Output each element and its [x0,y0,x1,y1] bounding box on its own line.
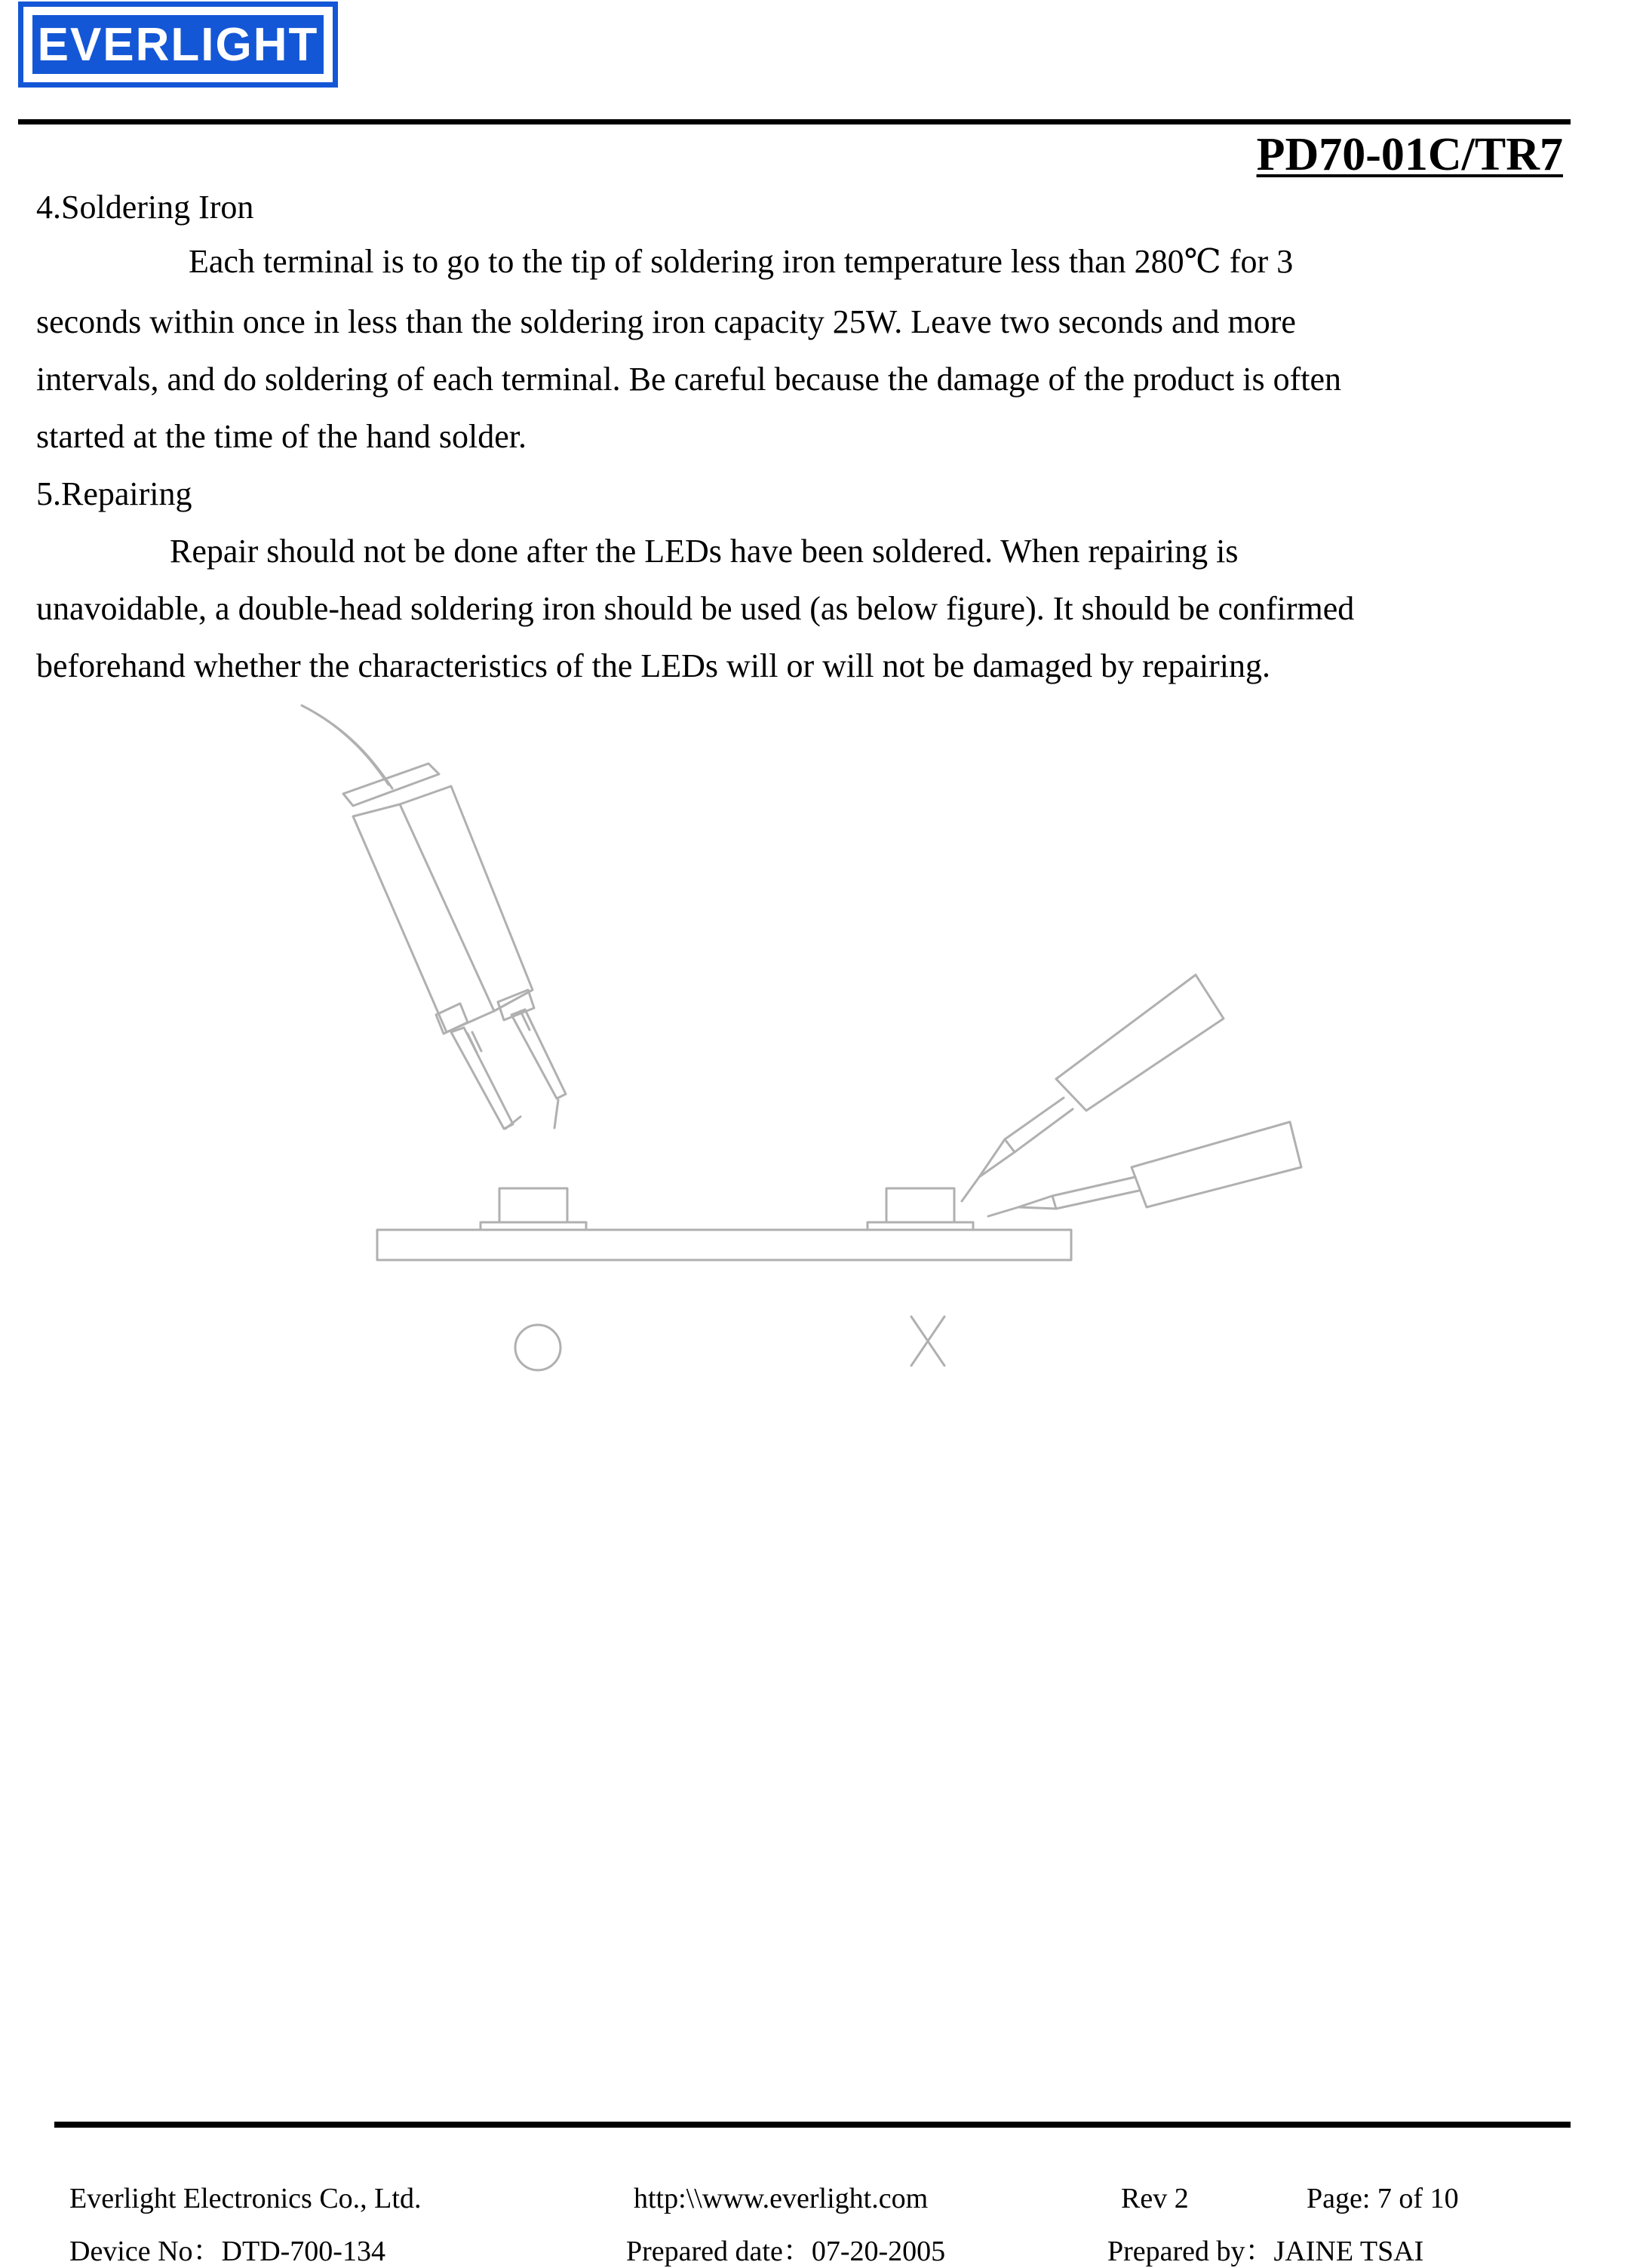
header-rule [18,119,1571,124]
footer-prepared-by: Prepared by：JAINE TSAI [1107,2236,1424,2267]
footer-company: Everlight Electronics Co., Ltd. [69,2183,422,2214]
paragraph-line: seconds within once in less than the soldering iron capacity 25W. Leave two seconds and more [36,303,1296,340]
paragraph-line: Each terminal is to go to the tip of soldering iron temperature less than 280℃ for 3 [189,243,1294,280]
logo-plate [32,15,324,74]
circuit-board [377,1188,1071,1260]
footer-url: http:\\www.everlight.com [634,2183,929,2214]
repair-figure [0,679,1646,1403]
logo-text: EVERLIGHT [37,18,319,71]
section-heading-soldering-iron: 4.Soldering Iron [36,189,254,226]
bad-mark-x [911,1317,944,1366]
single-soldering-iron-upper [962,975,1224,1201]
part-number: PD70-01C/TR7 [1256,129,1563,180]
paragraph-line: unavoidable, a double-head soldering iron should be used (as below figure). It should be confirmed [36,590,1355,627]
section-heading-repairing: 5.Repairing [36,475,192,512]
footer-revision: Rev 2 [1121,2183,1189,2214]
double-head-soldering-iron [302,705,566,1129]
paragraph-line: beforehand whether the characteristics of the LEDs will or will not be damaged by repairing. [36,647,1270,684]
paragraph-line: Repair should not be done after the LEDs have been soldered. When repairing is [170,533,1239,570]
good-mark-circle [515,1325,560,1370]
paragraph-line: intervals, and do soldering of each terminal. Be careful because the damage of the product is often [36,361,1342,398]
footer-rule [54,2122,1571,2128]
everlight-logo [18,2,338,88]
footer-device-number: Device No：DTD-700-134 [69,2236,385,2267]
paragraph-line: started at the time of the hand solder. [36,418,527,455]
footer-page-number: Page: 7 of 10 [1307,2183,1459,2214]
footer-prepared-date: Prepared date：07-20-2005 [626,2236,946,2267]
